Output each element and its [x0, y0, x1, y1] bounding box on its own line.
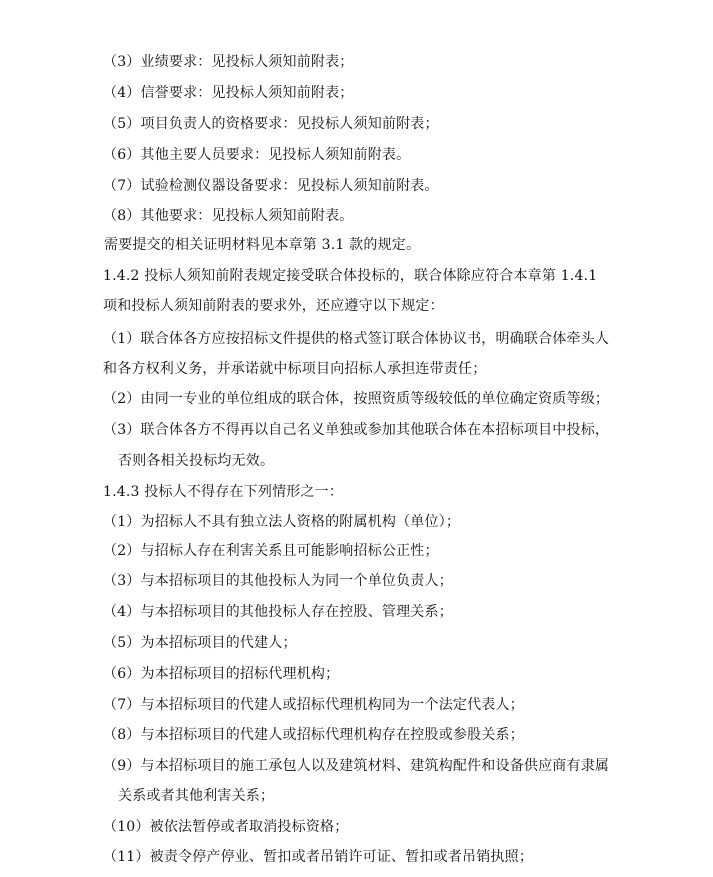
text-line: （3）业绩要求：见投标人须知前附表；: [103, 54, 354, 70]
text-line: （5）项目负责人的资格要求：见投标人须知前附表；: [103, 116, 439, 132]
text-line: （6）其他主要人员要求：见投标人须知前附表。: [103, 147, 411, 163]
text-line: （10）被依法暂停或者取消投标资格；: [103, 819, 349, 835]
text-line: 否则各相关投标均无效。: [118, 453, 275, 469]
text-line: 关系或者其他利害关系；: [118, 788, 275, 804]
text-line: （11）被责令停产停业、暂扣或者吊销许可证、暂扣或者吊销执照；: [103, 849, 534, 865]
text-line: （8）与本招标项目的代建人或招标代理机构存在控股或参股关系；: [103, 727, 524, 743]
text-line: （7）与本招标项目的代建人或招标代理机构同为一个法定代表人；: [103, 697, 524, 713]
text-line: （4）与本招标项目的其他投标人存在控股、管理关系；: [103, 604, 453, 620]
text-line: （7）试验检测仪器设备要求：见投标人须知前附表。: [103, 178, 439, 194]
text-line: 项和投标人须知前附表的要求外，还应遵守以下规定：: [103, 298, 444, 314]
text-line: （1）联合体各方应按招标文件提供的格式签订联合体协议书，明确联合体牵头人: [103, 331, 610, 347]
text-line: （2）与招标人存在利害关系且可能影响招标公正性；: [103, 543, 439, 559]
text-line: （6）为本招标项目的招标代理机构；: [103, 666, 340, 682]
text-line: （5）为本招标项目的代建人；: [103, 635, 297, 651]
section-heading: 1.4.3 投标人不得存在下列情形之一：: [103, 484, 344, 500]
text-line: （2）由同一专业的单位组成的联合体，按照资质等级较低的单位确定资质等级；: [103, 391, 610, 407]
text-line: （1）为招标人不具有独立法人资格的附属机构（单位）；: [103, 514, 461, 530]
text-line: （9）与本招标项目的施工承包人以及建筑材料、建筑构配件和设备供应商有隶属: [103, 758, 610, 774]
text-line: （8）其他要求：见投标人须知前附表。: [103, 208, 354, 224]
text-line: （3）联合体各方不得再以自己名义单独或参加其他联合体在本招标项目中投标，: [103, 422, 610, 438]
section-heading: 1.4.2 投标人须知前附表规定接受联合体投标的，联合体除应符合本章第 1.4.1: [103, 268, 598, 284]
text-line: 和各方权利义务，并承诺就中标项目向招标人承担连带责任；: [103, 361, 487, 377]
text-line: （3）与本招标项目的其他投标人为同一个单位负责人；: [103, 573, 453, 589]
text-line: （4）信誉要求：见投标人须知前附表；: [103, 85, 354, 101]
text-line: 需要提交的相关证明材料见本章第 3.1 款的规定。: [104, 237, 421, 253]
